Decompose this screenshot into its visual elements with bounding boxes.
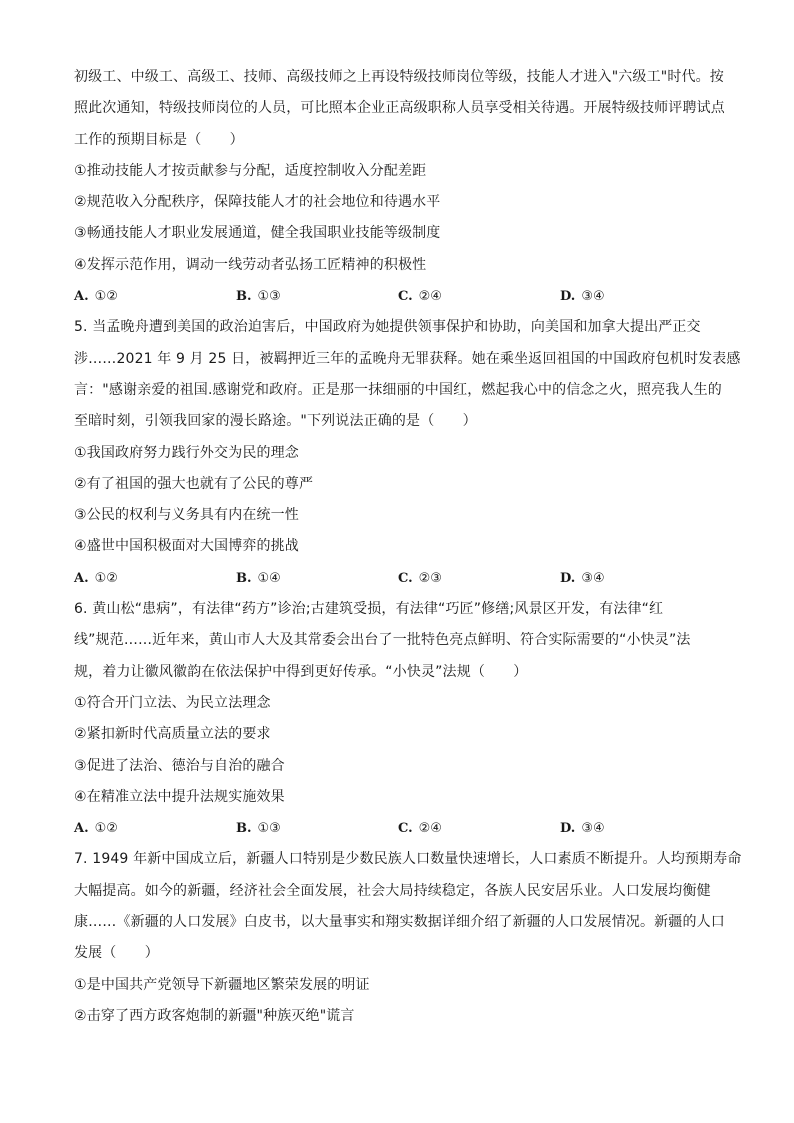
document-content <box>74 62 742 1032</box>
question-stem-line: 大幅提高。如今的新疆，经济社会全面发展，社会大局持续稳定，各族人民安居乐业。人口发展均衡健 <box>74 882 711 899</box>
answer-choices <box>74 813 724 844</box>
question-4 <box>74 62 724 312</box>
choice-b: B. ①④ <box>236 570 281 586</box>
choice-a: A. ①② <box>74 821 118 837</box>
question-stem-line: 发展（ ） <box>74 945 159 962</box>
question-6 <box>74 594 724 844</box>
question-7 <box>74 844 742 1032</box>
question-stem-line: 线”规范……近年来，黄山市人大及其常委会出台了一批特色亮点鲜明、符合实际需要的“小快灵”法 <box>74 632 691 649</box>
choice-c: C. ②④ <box>398 289 442 305</box>
choice-b: B. ①③ <box>236 821 281 837</box>
statement-option: ③畅通技能人才职业发展通道，健全我国职业技能等级制度 <box>74 225 441 242</box>
choice-d: D. ③④ <box>560 821 605 837</box>
statement-option: ①符合开门立法、为民立法理念 <box>74 694 271 711</box>
question-stem-line: 康……《新疆的人口发展》白皮书，以大量事实和翔实数据详细介绍了新疆的人口发展情况。新疆的人口 <box>74 914 725 931</box>
question-stem-line: 涉……2021 年 9 月 25 日，被羁押近三年的孟晚舟无罪获释。她在乘坐返回祖国的中国政府包机时发表感 <box>74 350 741 367</box>
answer-choices <box>74 563 724 594</box>
question-stem-line: 工作的预期目标是（ ） <box>74 131 244 148</box>
choice-a: A. ①② <box>74 289 118 305</box>
statement-option: ④发挥示范作用，调动一线劳动者弘扬工匠精神的积极性 <box>74 256 427 273</box>
question-stem-line: 7. 1949 年新中国成立后，新疆人口特别是少数民族人口数量快速增长，人口素质不断提升。人均预期寿命 <box>74 851 742 868</box>
statement-option: ③促进了法治、德治与自治的融合 <box>74 757 285 774</box>
question-stem-line: 言："感谢亲爱的祖国.感谢党和政府。正是那一抹细丽的中国红，燃起我心中的信念之火，照亮我人生的 <box>74 381 722 398</box>
choice-a: A. ①② <box>74 570 118 586</box>
statement-option: ②紧扣新时代高质量立法的要求 <box>74 726 271 743</box>
statement-option: ③公民的权利与义务具有内在统一性 <box>74 507 299 524</box>
choice-c: C. ②③ <box>398 570 442 586</box>
question-stem-line: 初级工、中级工、高级工、技师、高级技师之上再设特级技师岗位等级，技能人才进入"六级工"时代。按 <box>74 69 724 85</box>
choice-d: D. ③④ <box>560 289 605 305</box>
question-stem-line: 6. 黄山松“患病”，有法律“药方”诊治;古建筑受损，有法律“巧匠”修缮;风景区开发，有法律“红 <box>74 601 664 618</box>
statement-option: ④盛世中国积极面对大国博弈的挑战 <box>74 538 299 555</box>
choice-d: D. ③④ <box>560 570 605 586</box>
question-stem-line: 5. 当孟晚舟遭到美国的政治迫害后，中国政府为她提供领事保护和协助，向美国和加拿大提出严正交 <box>74 319 701 336</box>
statement-option: ①推动技能人才按贡献参与分配，适度控制收入分配差距 <box>74 162 427 179</box>
statement-option: ②有了祖国的强大也就有了公民的尊严 <box>74 475 314 492</box>
statement-option: ②击穿了西方政客炮制的新疆"种族灭绝"谎言 <box>74 1007 355 1024</box>
question-stem-line: 规，着力让徽风徽韵在依法保护中得到更好传承。“小快灵”法规（ ） <box>74 663 528 680</box>
statement-option: ①我国政府努力践行外交为民的理念 <box>74 444 299 461</box>
answer-choices <box>74 281 724 312</box>
choice-b: B. ①③ <box>236 289 281 305</box>
choice-c: C. ②④ <box>398 821 442 837</box>
statement-option: ④在精准立法中提升法规实施效果 <box>74 788 285 805</box>
question-5 <box>74 312 741 594</box>
statement-option: ①是中国共产党领导下新疆地区繁荣发展的明证 <box>74 976 370 993</box>
question-stem-line: 至暗时刻，引领我回家的漫长路途。"下列说法正确的是（ ） <box>74 413 477 430</box>
statement-option: ②规范收入分配秩序，保障技能人才的社会地位和待遇水平 <box>74 194 441 211</box>
question-stem-line: 照此次通知，特级技师岗位的人员，可比照本企业正高级职称人员享受相关待遇。开展特级技师评聘试点 <box>74 100 725 117</box>
